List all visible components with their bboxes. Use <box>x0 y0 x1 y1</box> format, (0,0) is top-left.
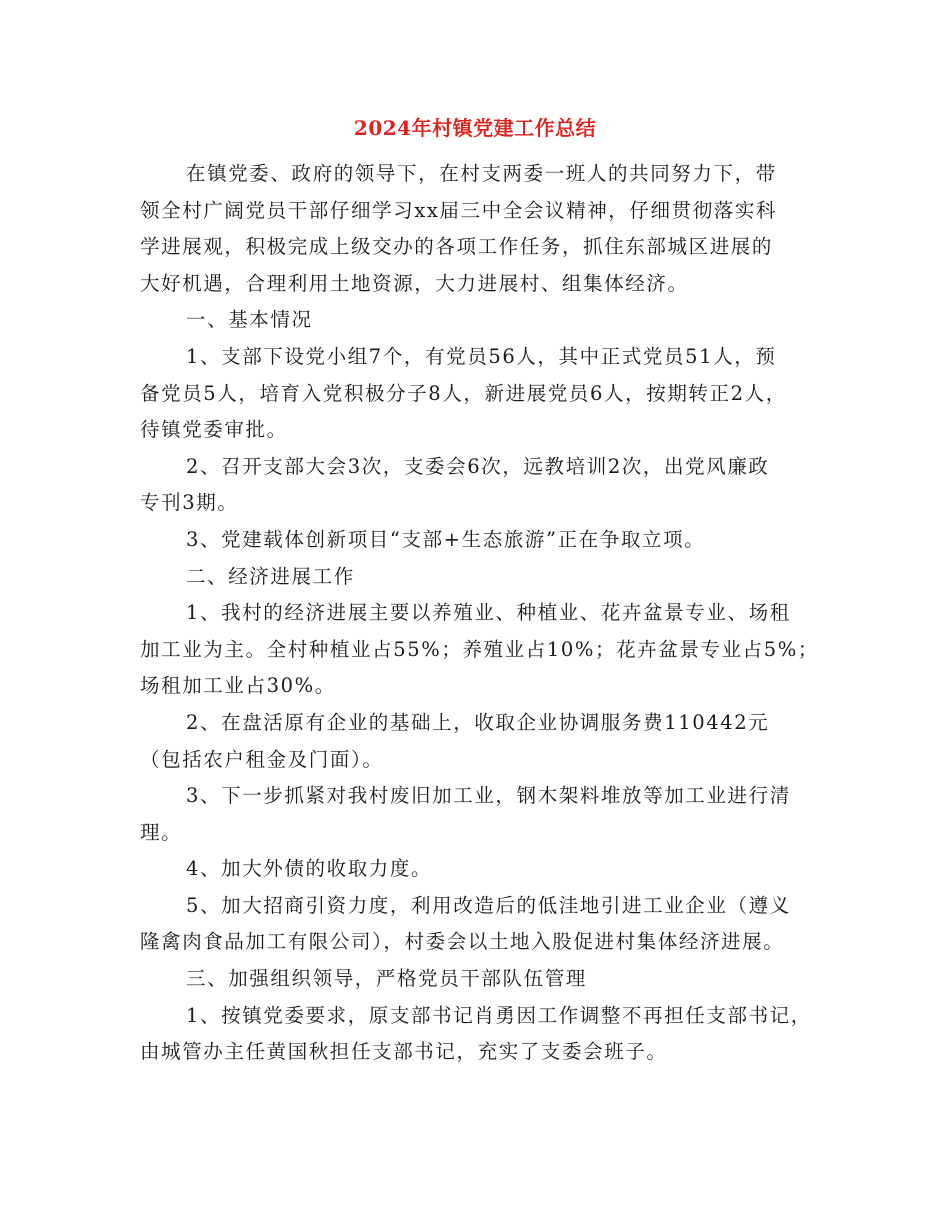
text-line: 备党员5人，培育入党积极分子8人，新进展党员6人，按期转正2人， <box>140 381 787 405</box>
text-line: 3、下一步抓紧对我村废旧加工业，钢木架料堆放等加工业进行清 <box>186 784 791 808</box>
text-line: 3、党建载体创新项目“支部+生态旅游”正在争取立项。 <box>186 527 706 551</box>
text-line: 1、我村的经济进展主要以养殖业、种植业、花卉盆景专业、场租 <box>186 601 791 625</box>
text-line: 2、召开支部大会3次，支委会6次，远教培训2次，出党风廉政 <box>186 454 770 478</box>
text-line: 理。 <box>140 820 183 844</box>
text-line: 1、支部下设党小组7个，有党员56人，其中正式党员51人，预 <box>186 344 777 368</box>
text-line: 学进展观，积极完成上级交办的各项工作任务，抓住东部城区进展的 <box>140 235 774 259</box>
text-line: 场租加工业占30%。 <box>140 674 336 698</box>
text-line: 5、加大招商引资力度，利用改造后的低洼地引进工业企业（遵义 <box>186 893 791 917</box>
text-line: 加工业为主。全村种植业占55%；养殖业占10%；花卉盆景专业占5%； <box>140 637 820 661</box>
text-line: 二、经济进展工作 <box>186 564 355 588</box>
text-line: 隆禽肉食品加工有限公司），村委会以土地入股促进村集体经济进展。 <box>140 930 785 954</box>
text-line: 一、基本情况 <box>186 308 313 332</box>
text-line: 三、加强组织领导，严格党员干部队伍管理 <box>186 967 587 991</box>
text-line: 1、按镇党委要求，原支部书记肖勇因工作调整不再担任支部书记， <box>186 1003 812 1027</box>
text-line: 待镇党委审批。 <box>140 418 288 442</box>
document-body <box>140 156 840 1071</box>
text-line: 2、在盘活原有企业的基础上，收取企业协调服务费110442元 <box>186 710 770 734</box>
text-line: 在镇党委、政府的领导下，在村支两委一班人的共同努力下，带 <box>186 162 777 185</box>
text-line: （包括农户租金及门面）。 <box>140 747 384 771</box>
text-line: 领全村广阔党员干部仔细学习xx届三中全会议精神，仔细贯彻落实科 <box>140 198 778 222</box>
text-line: 专刊3期。 <box>140 491 239 515</box>
text-line: 由城管办主任黄国秋担任支部书记，充实了支委会班子。 <box>140 1040 668 1064</box>
document-title: 2024年村镇党建工作总结 <box>353 116 597 140</box>
text-line: 4、加大外债的收取力度。 <box>186 857 433 881</box>
text-line: 大好机遇，合理利用土地资源，大力进展村、组集体经济。 <box>140 271 689 295</box>
